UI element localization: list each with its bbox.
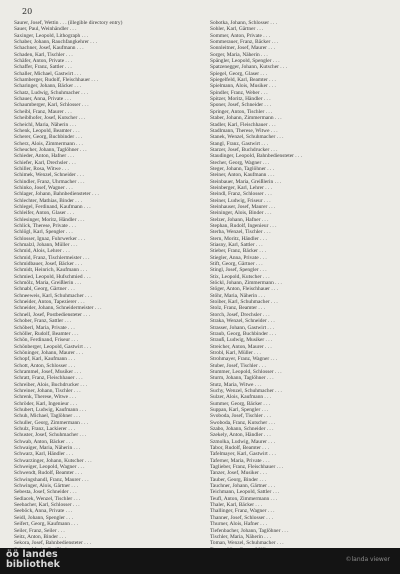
directory-entry: Schmidbauer, Josef, Bäcker . . . bbox=[14, 261, 83, 268]
directory-entry: Schamberger, Rudolf, Fleischhauer . . . bbox=[14, 77, 99, 84]
directory-entry: Stöhr, Maria, Näherin . . . bbox=[210, 292, 266, 299]
directory-entry: Stuber, Josef, Tischler . . . bbox=[210, 362, 266, 369]
directory-entry: Thaler, Karl, Bäcker . . . bbox=[210, 502, 263, 509]
directory-entry: Schimek, Wenzel, Schneider . . . bbox=[14, 172, 84, 179]
directory-entry: Schratt, Franz, Fleischhauer . . . bbox=[14, 375, 83, 382]
directory-entry: Scheibl, Franz, Maurer . . . bbox=[14, 108, 72, 115]
directory-entry: Stangl, Franz, Gastwirt . . . bbox=[210, 140, 269, 147]
directory-entry: Spatzenegger, Johann, Kutscher . . . bbox=[210, 64, 288, 71]
directory-entry: Seidl, Johann, Spengler . . . bbox=[14, 514, 73, 521]
directory-entry: Steiner, Anton, Kaufmann . . . bbox=[210, 172, 275, 179]
directory-entry: Spitzer, Moritz, Händler . . . bbox=[210, 96, 271, 103]
viewer-footer-bar bbox=[0, 548, 400, 574]
directory-entry: Scheichl, Maria, Näherin . . . bbox=[14, 121, 77, 128]
directory-entry: Straub, Georg, Buchbinder . . . bbox=[210, 330, 277, 337]
directory-entry: Schindler, Franz, Uhrmacher . . . bbox=[14, 178, 85, 185]
directory-entry: Tafelmayer, Karl, Gastwirt . . . bbox=[210, 451, 276, 458]
directory-entry: Seitz, Anton, Binder . . . bbox=[14, 533, 67, 540]
directory-entry: Sulzer, Alois, Kaufmann . . . bbox=[210, 394, 272, 401]
directory-entry: Schrammel, Josef, Musiker . . . bbox=[14, 368, 82, 375]
directory-entry: Schlögl, Karl, Spengler . . . bbox=[14, 229, 73, 236]
directory-entry: Seeböck, Anna, Private . . . bbox=[14, 508, 73, 515]
directory-entry: Stix, Leopold, Kutscher . . . bbox=[210, 273, 270, 280]
directory-entry: Szekely, Anton, Händler . . . bbox=[210, 432, 271, 439]
directory-entry: Schönberger, Leopold, Gastwirt . . . bbox=[14, 343, 91, 350]
directory-entry: Strohmayer, Franz, Wagner . . . bbox=[210, 356, 278, 363]
directory-entry: Schwarzinger, Johann, Kutscher . . . bbox=[14, 457, 92, 464]
logo-text-line1: öö landes bbox=[6, 549, 58, 560]
directory-entry: Strauß, Ludwig, Musiker . . . bbox=[210, 337, 273, 344]
directory-entry: Schreiner, Johann, Tischler . . . bbox=[14, 387, 81, 394]
directory-entry: Schröder, Karl, Ingenieur . . . bbox=[14, 400, 77, 407]
directory-entry: Scheucher, Johann, Taglöhner . . . bbox=[14, 146, 87, 153]
directory-entry: Sekora, Josef, Bahnbediensteter . . . bbox=[14, 540, 91, 547]
directory-entry: Schnabl, Georg, Gärtner . . . bbox=[14, 286, 75, 293]
directory-entry: Schuster, Josef, Schuhmacher . . . bbox=[14, 432, 87, 439]
directory-entry: Schreiber, Alois, Buchdrucker . . . bbox=[14, 381, 88, 388]
directory-entry: Taglieber, Franz, Fleischhauer . . . bbox=[210, 464, 284, 471]
directory-entry: Steinbauer, Maria, Greißlerin . . . bbox=[210, 178, 282, 185]
directory-entry: Sedlacek, Wenzel, Tischler . . . bbox=[14, 495, 81, 502]
directory-entry: Stiegler, Anna, Private . . . bbox=[210, 254, 267, 261]
directory-entry: Szabo, Johann, Schneider . . . bbox=[210, 426, 274, 432]
logo-text-line2: bibliothek bbox=[6, 559, 60, 570]
directory-entry: Schöberl, Maria, Private . . . bbox=[14, 324, 75, 331]
directory-entry: Tauber, Georg, Binder . . . bbox=[210, 476, 267, 483]
directory-entry: Schlegel, Ferdinand, Kaufmann . . . bbox=[14, 203, 91, 210]
directory-entry: Toman, Wenzel, Schuhmacher . . . bbox=[210, 540, 284, 547]
directory-entry: Stolz, Franz, Beamter . . . bbox=[210, 305, 266, 312]
directory-entry: Schwab, Anton, Bäcker . . . bbox=[14, 438, 73, 445]
directory-entry: Steiner, Ludwig, Friseur . . . bbox=[210, 197, 271, 204]
directory-entry: Schopf, Karl, Kaufmann . . . bbox=[14, 356, 76, 363]
directory-entry: Storch, Josef, Drechsler . . . bbox=[210, 311, 270, 318]
directory-entry: Schlosser, Ignaz, Fuhrwerker . . . bbox=[14, 235, 86, 242]
directory-entry: Scheiblhofer, Josef, Kutscher . . . bbox=[14, 115, 86, 122]
directory-entry: Scherer, Georg, Buchbinder . . . bbox=[14, 134, 83, 141]
directory-entry: Schatz, Ludwig, Schuhmacher . . . bbox=[14, 89, 88, 96]
directory-entry: Schmid, Franz, Tischlermeister . . . bbox=[14, 254, 90, 261]
directory-entry: Sommer, Anton, Private . . . bbox=[210, 32, 270, 39]
directory-entry: Schmidt, Heinrich, Kaufmann . . . bbox=[14, 267, 88, 274]
directory-entry: Stadler, Karl, Fleischhauer . . . bbox=[210, 121, 276, 128]
directory-entry: Sponer, Josef, Schneider . . . bbox=[210, 102, 272, 109]
directory-entry: Springer, Anton, Tischler . . . bbox=[210, 108, 273, 115]
directory-entry: Teichmann, Leopold, Sattler . . . bbox=[210, 489, 280, 496]
directory-entry: Schöninger, Johann, Maurer . . . bbox=[14, 349, 83, 356]
directory-entry: Spängler, Leopold, Spengler . . . bbox=[210, 58, 280, 65]
directory-entry: Straka, Wenzel, Schneider . . . bbox=[210, 318, 275, 325]
directory-entry: Schaden, Karl, Tischler . . . bbox=[14, 51, 73, 58]
directory-entry: Schön, Ferdinand, Friseur . . . bbox=[14, 337, 79, 344]
directory-entry: Sommerauer, Franz, Bäcker . . . bbox=[210, 39, 279, 46]
directory-entry: Schmied, Leopold, Hufschmied . . . bbox=[14, 273, 91, 280]
directory-entry: Steininger, Alois, Binder . . . bbox=[210, 210, 272, 217]
directory-entry: Schweiger, Leopold, Wagner . . . bbox=[14, 464, 85, 471]
directory-entry: Taferner, Maria, Private . . . bbox=[210, 457, 270, 464]
directory-entry: Schmalzl, Johann, Müller . . . bbox=[14, 242, 78, 249]
directory-entry: Schmölz, Maria, Greißlerin . . . bbox=[14, 280, 82, 287]
directory-entry: Schaber, Johann, Rauchfangkehrer . . . bbox=[14, 39, 98, 46]
directory-entry: Stern, Moritz, Händler . . . bbox=[210, 235, 267, 242]
directory-entry: Sorger, Maria, Näherin . . . bbox=[210, 51, 268, 58]
directory-entry: Tanzer, Josef, Musiker . . . bbox=[210, 470, 267, 477]
directory-entry: Schäfer, Anton, Private . . . bbox=[14, 58, 73, 65]
directory-entry: Teufl, Anton, Zimmermann . . . bbox=[210, 495, 278, 502]
directory-entry: Schwarz, Karl, Händler . . . bbox=[14, 451, 73, 458]
directory-entry: Stelzer, Johann, Hafner . . . bbox=[210, 216, 269, 223]
directory-entry: Stutz, Maria, Witwe . . . bbox=[210, 381, 262, 388]
directory-entry: Schlechter, Mathias, Binder . . . bbox=[14, 197, 83, 204]
directory-entry: Schaumberger, Karl, Schlosser . . . bbox=[14, 102, 89, 109]
directory-entry: Spiegel, Georg, Glaser . . . bbox=[210, 70, 268, 77]
directory-entry: Tauchner, Johann, Gärtner . . . bbox=[210, 483, 275, 490]
directory-entry: Tischler, Maria, Näherin . . . bbox=[210, 533, 271, 540]
directory-entry: Stöger, Anton, Fleischhauer . . . bbox=[210, 286, 279, 293]
directory-entry: Sonnleitner, Josef, Maurer . . . bbox=[210, 45, 276, 52]
directory-entry: Schrenk, Therese, Witwe . . . bbox=[14, 394, 77, 401]
directory-entry: Swoboda, Franz, Kutscher . . . bbox=[210, 419, 276, 426]
directory-entry: Schott, Anton, Schlosser . . . bbox=[14, 362, 76, 369]
directory-entry: Saxinger, Leopold, Lithograph . . . bbox=[14, 32, 89, 39]
directory-entry: Svoboda, Josef, Tischler . . . bbox=[210, 413, 271, 420]
directory-entry: Schiller, Rosa, Witwe . . . bbox=[14, 165, 69, 172]
directory-entry: Seebacher, Karl, Schlosser . . . bbox=[14, 502, 80, 509]
directory-entry: Steindl, Franz, Schlosser . . . bbox=[210, 191, 272, 198]
directory-entry: Schachner, Josef, Kaufmann . . . bbox=[14, 45, 84, 52]
directory-entry: Stanek, Wenzel, Schuhmacher . . . bbox=[210, 134, 284, 141]
directory-entry: Sohler, Karl, Gärtner . . . bbox=[210, 26, 264, 33]
viewer-credit: ©landa viewer bbox=[345, 556, 390, 563]
directory-entry: Sterba, Wenzel, Tischler . . . bbox=[210, 229, 271, 236]
directory-entry: Spindler, Franz, Weber . . . bbox=[210, 89, 268, 96]
library-logo[interactable] bbox=[6, 550, 60, 570]
directory-entry: Steinhauser, Josef, Maurer . . . bbox=[210, 203, 276, 210]
directory-entry: Schuller, Georg, Zimmermann . . . bbox=[14, 419, 88, 426]
directory-entry: Streicher, Anton, Maurer . . . bbox=[210, 343, 272, 350]
directory-entry: Schwinger, Alois, Gärtner . . . bbox=[14, 483, 79, 490]
directory-column-left bbox=[8, 20, 194, 548]
directory-entry: Schaller, Michael, Gastwirt . . . bbox=[14, 70, 82, 77]
directory-entry: Steger, Johann, Taglöhner . . . bbox=[210, 165, 274, 172]
directory-entry: Schauer, Anna, Private . . . bbox=[14, 96, 72, 103]
directory-entry: Steinberger, Karl, Lehrer . . . bbox=[210, 184, 272, 191]
directory-entry: Tiefenbacher, Johann, Taglöhner . . . bbox=[210, 527, 289, 534]
directory-entry: Stadlmann, Therese, Witwe . . . bbox=[210, 127, 278, 134]
directory-entry: Schwingshandl, Franz, Maurer . . . bbox=[14, 476, 89, 483]
directory-entry: Schiefer, Karl, Drechsler . . . bbox=[14, 159, 76, 166]
directory-entry: Staudinger, Leopold, Bahnbediensteter . . . bbox=[210, 153, 303, 160]
directory-entry: Schmid, Alois, Lehrer . . . bbox=[14, 248, 70, 255]
directory-entry: Stoiber, Karl, Schuhmacher . . . bbox=[210, 299, 278, 306]
directory-entry: Stöckl, Johann, Zimmermann . . . bbox=[210, 280, 282, 287]
directory-entry: Stieber, Franz, Bäcker . . . bbox=[210, 248, 267, 255]
directory-entry: Strobl, Karl, Müller . . . bbox=[210, 349, 261, 356]
directory-column-right bbox=[204, 20, 390, 548]
directory-entry: Sobotka, Johann, Schlosser . . . bbox=[210, 20, 278, 26]
directory-entry: Schuh, Michael, Taglöhner . . . bbox=[14, 413, 81, 420]
directory-entry: Schöller, Rudolf, Beamter . . . bbox=[14, 330, 79, 337]
directory-entry: Starzer, Josef, Buchdrucker . . . bbox=[210, 146, 278, 153]
directory-entry: Schaffer, Franz, Sattler . . . bbox=[14, 64, 72, 71]
directory-entry: Suppan, Karl, Spengler . . . bbox=[210, 406, 269, 413]
directory-entry: Schleifer, Anton, Glaser . . . bbox=[14, 210, 74, 217]
directory-entry: Seifert, Georg, Kaufmann . . . bbox=[14, 521, 78, 528]
directory-entry: Schieder, Anton, Hafner . . . bbox=[14, 153, 75, 160]
directory-entry: Seiler, Franz, Seiler . . . bbox=[14, 527, 65, 534]
directory-entry: Schober, Franz, Sattler . . . bbox=[14, 318, 72, 325]
directory-entry: Schenk, Leopold, Beamter . . . bbox=[14, 127, 80, 134]
directory-entry: Scharinger, Johann, Bäcker . . . bbox=[14, 83, 82, 90]
directory-entry: Schlesinger, Moritz, Händler . . . bbox=[14, 216, 85, 223]
directory-entry: Stingl, Josef, Spengler . . . bbox=[210, 267, 267, 274]
directory-entry: Suchy, Wenzel, Schuhmacher . . . bbox=[210, 387, 282, 394]
directory-entry: Sebesta, Josef, Schneider . . . bbox=[14, 489, 77, 496]
directory-entry: Stephan, Rudolf, Ingenieur . . . bbox=[210, 223, 277, 229]
directory-entry: Schneider, Anton, Tapezierer . . . bbox=[14, 299, 85, 306]
directory-entry: Spielmann, Alois, Musiker . . . bbox=[210, 83, 276, 90]
directory-entry: Schulz, Franz, Lackierer . . . bbox=[14, 426, 76, 432]
directory-entry: Thallinger, Franz, Wagner . . . bbox=[210, 508, 275, 515]
page-number: 20 bbox=[22, 7, 33, 16]
directory-entry: Schwendt, Rudolf, Beamter . . . bbox=[14, 470, 82, 477]
directory-entry: Szmolka, Ludwig, Maurer . . . bbox=[210, 438, 275, 445]
directory-entry: Schlick, Therese, Private . . . bbox=[14, 223, 76, 229]
directory-entry: Schlager, Johann, Bahnbediensteter . . . bbox=[14, 191, 99, 198]
directory-entry: Saurer, Josef, Wettin . . . (illegible directory entry) bbox=[14, 20, 123, 26]
directory-entry: Staber, Johann, Zimmermann . . . bbox=[210, 115, 282, 122]
directory-entry: Strasser, Johann, Gastwirt . . . bbox=[210, 324, 275, 331]
directory-entry: Scherz, Alois, Zimmermann . . . bbox=[14, 140, 83, 147]
directory-entry: Stiasny, Karl, Sattler . . . bbox=[210, 242, 263, 249]
directory-entry: Schneider, Johann, Schneidermeister . . . bbox=[14, 305, 102, 312]
directory-entry: Schwaiger, Maria, Näherin . . . bbox=[14, 445, 81, 452]
directory-entry: Schinko, Josef, Wagner . . . bbox=[14, 184, 73, 191]
directory-entry: Tabor, Rudolf, Beamter . . . bbox=[210, 445, 269, 452]
directory-entry: Stift, Georg, Gärtner . . . bbox=[210, 261, 263, 268]
directory-entry: Spiegelfeld, Karl, Beamter . . . bbox=[210, 77, 276, 84]
directory-entry: Sauer, Paul, Weinhändler . . . bbox=[14, 26, 77, 33]
directory-entry: Schubert, Ludwig, Kaufmann . . . bbox=[14, 406, 87, 413]
directory-entry: Thanner, Josef, Schlosser . . . bbox=[210, 514, 273, 521]
directory-entry: Thurner, Alois, Hafner . . . bbox=[210, 521, 267, 528]
directory-entry: Stummer, Leopold, Schlosser . . . bbox=[210, 368, 282, 375]
directory-entry: Stecher, Georg, Wagner . . . bbox=[210, 159, 270, 166]
directory-entry: Schneeweis, Karl, Schuhmacher . . . bbox=[14, 292, 92, 299]
directory-entry: Summer, Georg, Bäcker . . . bbox=[210, 400, 271, 407]
directory-entry: Sturm, Johann, Taglöhner . . . bbox=[210, 375, 274, 382]
directory-entry: Schnell, Josef, Postbediensteter . . . bbox=[14, 311, 91, 318]
